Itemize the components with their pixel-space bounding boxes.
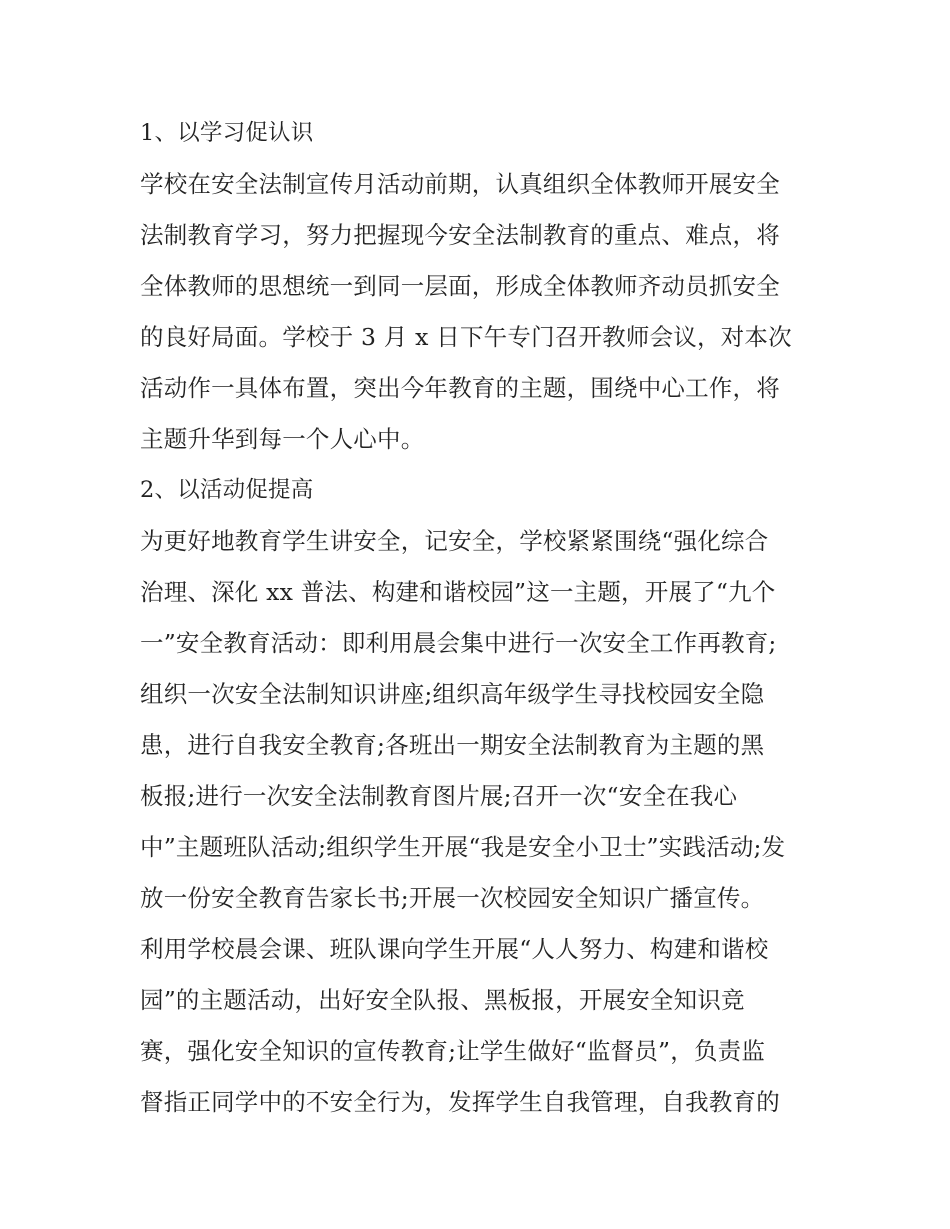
paragraph-line: 法制教育学习，努力把握现今安全法制教育的重点、难点，将 [140,221,780,249]
paragraph-line: 组织一次安全法制知识讲座;组织高年级学生寻找校园安全隐 [140,680,765,708]
paragraph-line: 治理、深化 xx 普法、构建和谐校园”这一主题，开展了“九个 [140,578,776,606]
paragraph-line: 放一份安全教育告家长书;开展一次校园安全知识广播宣传。 [140,884,765,912]
paragraph-line: 主题升华到每一个人心中。 [140,425,425,453]
section-heading-1: 1、以学习促认识 [140,120,314,146]
paragraph-line: 督指正同学中的不安全行为，发挥学生自我管理，自我教育的 [140,1088,780,1116]
paragraph-line: 板报;进行一次安全法制教育图片展;召开一次“安全在我心 [140,782,738,810]
paragraph-line: 为更好地教育学生讲安全，记安全，学校紧紧围绕“强化综合 [140,527,769,555]
paragraph-line: 患，进行自我安全教育;各班出一期安全法制教育为主题的黑 [140,731,765,759]
paragraph-line: 的良好局面。学校于 3 月 x 日下午专门召开教师会议，对本次 [140,323,792,351]
section-heading-2: 2、以活动促提高 [140,477,314,503]
paragraph-line: 中”主题班队活动;组织学生开展“我是安全小卫士”实践活动;发 [140,833,786,861]
paragraph-line: 利用学校晨会课、班队课向学生开展“人人努力、构建和谐校 [140,935,769,963]
paragraph-line: 赛，强化安全知识的宣传教育;让学生做好“监督员”，负责监 [140,1037,766,1065]
paragraph-line: 园”的主题活动，出好安全队报、黑板报，开展安全知识竞 [140,986,745,1014]
document-body [140,108,820,1128]
paragraph-line: 全体教师的思想统一到同一层面，形成全体教师齐动员抓安全 [140,272,780,300]
paragraph-line: 一”安全教育活动：即利用晨会集中进行一次安全工作再教育; [140,629,777,657]
paragraph-line: 学校在安全法制宣传月活动前期，认真组织全体教师开展安全 [140,170,780,198]
paragraph-line: 活动作一具体布置，突出今年教育的主题，围绕中心工作，将 [140,374,780,402]
